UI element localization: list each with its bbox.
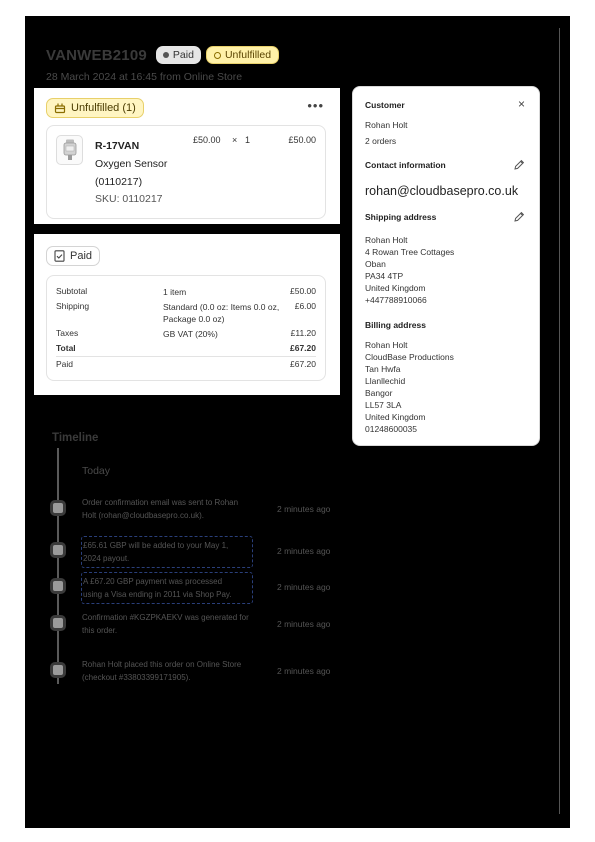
line-total: £50.00 — [288, 135, 316, 145]
package-icon — [54, 102, 66, 114]
event-text-line: 2024 payout. — [83, 554, 130, 563]
billing-address — [365, 339, 454, 435]
event-text-line: £65.61 GBP will be added to your May 1, — [83, 541, 229, 550]
timeline-event-text[interactable] — [81, 572, 253, 604]
event-text-line: using a Visa ending in 2011 via Shop Pay. — [83, 590, 232, 599]
subtotal-detail: 1 item — [163, 287, 187, 297]
product-title: Oxygen Sensor — [95, 158, 168, 170]
unfulfilled-ring-icon — [214, 52, 221, 59]
payment-divider — [56, 356, 316, 357]
edit-contact-pencil-icon[interactable] — [513, 159, 525, 171]
paid-amount: £67.20 — [290, 359, 316, 369]
subtotal-label: Subtotal — [56, 286, 88, 296]
timeline-dot-icon — [50, 578, 66, 594]
product-sku: SKU: 0110217 — [95, 193, 163, 205]
event-text-line: Confirmation #KGZPKAEKV was generated for — [82, 613, 249, 622]
timeline-event-text[interactable] — [81, 536, 253, 568]
event-text-line: this order. — [82, 626, 118, 635]
total-amount: £67.20 — [290, 343, 316, 353]
timeline-event-text — [82, 496, 268, 522]
total-label: Total — [56, 343, 76, 353]
close-icon[interactable]: × — [517, 97, 525, 111]
unit-price: £50.00 — [193, 135, 221, 145]
timeline-title: Timeline — [52, 432, 99, 444]
shipping-line: Oban — [365, 259, 386, 269]
shipping-phone: +447788910066 — [365, 295, 427, 305]
unfulfilled-pill — [46, 98, 144, 118]
billing-address-title: Billing address — [365, 320, 426, 330]
fulfillment-status-badge — [206, 46, 279, 64]
shipping-line: United Kingdom — [365, 283, 426, 293]
billing-line: Bangor — [365, 388, 393, 398]
more-actions-button[interactable]: ••• — [307, 98, 324, 113]
item-quantity: 1 — [245, 135, 251, 145]
timeline-event-time: 2 minutes ago — [277, 546, 331, 556]
contact-title: Contact information — [365, 160, 446, 170]
timeline-event-time: 2 minutes ago — [277, 619, 331, 629]
timeline-event-time: 2 minutes ago — [277, 582, 331, 592]
line-item — [46, 125, 326, 219]
product-thumbnail[interactable] — [56, 135, 83, 165]
paid-status-badge — [156, 46, 201, 64]
timeline-event-time: 2 minutes ago — [277, 504, 331, 514]
billing-line: United Kingdom — [365, 412, 426, 422]
product-code: R-17VAN — [95, 140, 140, 152]
customer-orders-link[interactable]: 2 orders — [365, 136, 397, 146]
shipping-line: Rohan Holt — [365, 235, 408, 245]
taxes-amount: £11.20 — [290, 328, 316, 338]
multiply-sign: × — [232, 135, 238, 145]
customer-email[interactable]: rohan@cloudbasepro.co.uk — [365, 184, 519, 198]
shipping-amount: £6.00 — [294, 301, 316, 311]
event-text-line: Order confirmation email was sent to Rohan — [82, 498, 239, 507]
product-ref: (0110217) — [95, 176, 143, 188]
customer-name-link[interactable]: Rohan Holt — [365, 120, 408, 130]
taxes-detail: GB VAT (20%) — [163, 329, 218, 339]
paid-label: Paid — [70, 250, 93, 262]
fulfillment-badge-label: Unfulfilled — [224, 49, 272, 61]
scrollbar-track[interactable] — [559, 28, 560, 814]
timeline-event-text — [82, 611, 268, 637]
order-subtitle: 28 March 2024 at 16:45 from Online Store — [46, 71, 243, 83]
timeline-line — [57, 448, 59, 684]
shipping-detail: Standard (0.0 oz: Items 0.0 oz, Package 0.0 oz) — [163, 302, 280, 324]
timeline-event-text — [82, 658, 268, 684]
billing-line: LL57 3LA — [365, 400, 402, 410]
edit-shipping-pencil-icon[interactable] — [513, 211, 525, 223]
product-name[interactable] — [95, 137, 185, 191]
paid-badge-label: Paid — [172, 49, 194, 61]
event-text-line: Rohan Holt placed this order on Online Store — [82, 660, 242, 669]
shipping-line: 4 Rowan Tree Cottages — [365, 247, 455, 257]
fulfillment-card — [34, 88, 340, 224]
subtotal-amount: £50.00 — [290, 286, 316, 296]
billing-line: CloudBase Productions — [365, 352, 454, 362]
timeline-dot-icon — [50, 542, 66, 558]
taxes-label: Taxes — [56, 328, 79, 338]
billing-line: Llanllechid — [365, 376, 406, 386]
billing-line: Rohan Holt — [365, 340, 408, 350]
order-header — [46, 46, 279, 64]
order-id: VANWEB2109 — [46, 46, 147, 64]
receipt-check-icon — [54, 250, 65, 262]
unfulfilled-label: Unfulfilled (1) — [71, 102, 136, 114]
shipping-address-title: Shipping address — [365, 212, 437, 222]
timeline-day-label: Today — [82, 465, 111, 477]
timeline-dot-icon — [50, 615, 66, 631]
event-text-line: (checkout #33803399171905). — [82, 673, 191, 682]
timeline-event-time: 2 minutes ago — [277, 666, 331, 676]
shipping-address — [365, 234, 454, 306]
timeline-dot-icon — [50, 662, 66, 678]
payment-card — [34, 234, 340, 395]
paid-row-label: Paid — [56, 359, 74, 369]
shipping-line: PA34 4TP — [365, 271, 404, 281]
timeline-dot-icon — [50, 500, 66, 516]
event-text-line: A £67.20 GBP payment was processed — [83, 577, 223, 586]
oxygen-sensor-image-icon — [62, 139, 78, 161]
paid-pill — [46, 246, 100, 266]
billing-line: Tan Hwfa — [365, 364, 401, 374]
paid-dot-icon — [163, 52, 169, 58]
payment-summary — [46, 275, 326, 381]
customer-title: Customer — [365, 100, 405, 110]
shipping-label: Shipping — [56, 301, 90, 311]
billing-phone: 01248600035 — [365, 424, 418, 434]
event-text-line: Holt (rohan@cloudbasepro.co.uk). — [82, 511, 204, 520]
customer-card — [352, 86, 540, 446]
